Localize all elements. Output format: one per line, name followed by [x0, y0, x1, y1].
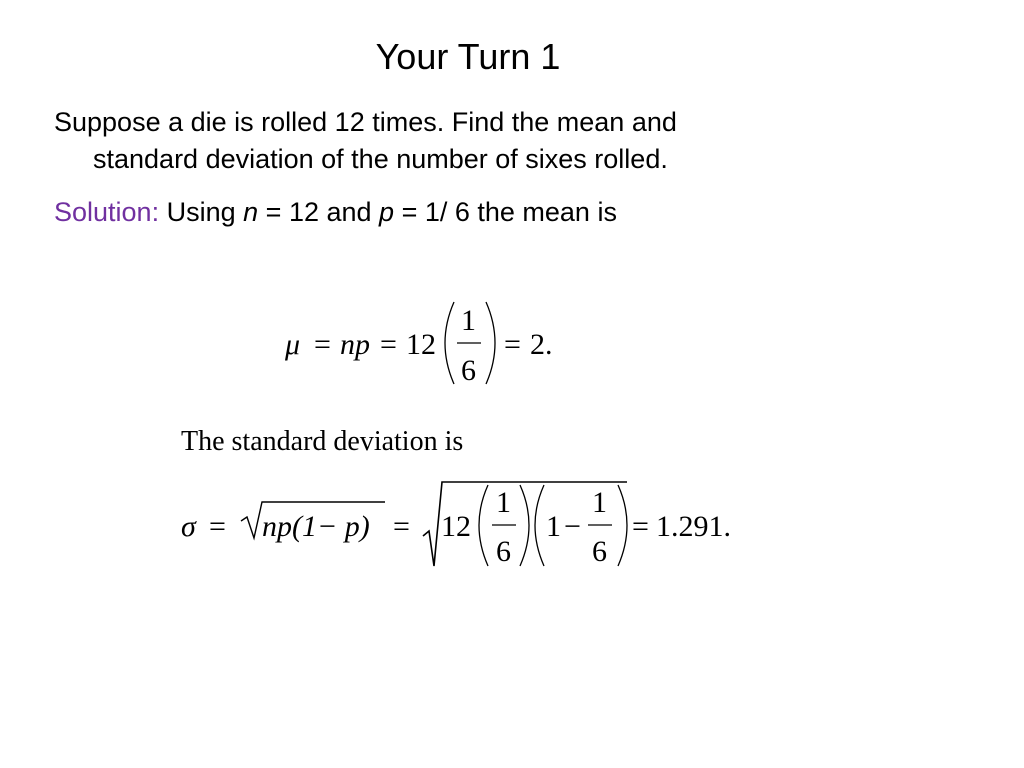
sd-one: 1 [546, 510, 561, 543]
eq-n: = 12 and [258, 197, 380, 227]
sd-den-2: 6 [592, 535, 607, 568]
sd-paren-1-right [520, 485, 529, 566]
mean-np: np [340, 328, 370, 361]
mean-numerator: 1 [461, 304, 476, 337]
var-n: n [243, 197, 259, 227]
eq-p: = 1/ 6 the mean is [394, 197, 617, 227]
slide-title: Your Turn 1 [375, 36, 561, 77]
sd-eq-3: = [632, 510, 649, 543]
sd-paren-2-left [535, 485, 544, 566]
sd-radicand: np(1− p) [262, 510, 370, 543]
sd-eq-2: = [393, 510, 410, 543]
sd-eq-1: = [209, 510, 226, 543]
sigma-symbol: σ [181, 510, 196, 543]
solution-using: Using [166, 197, 236, 227]
sd-minus: − [564, 510, 581, 543]
mean-twelve: 12 [406, 328, 436, 361]
sd-num-1: 1 [496, 486, 511, 519]
sd-num-2: 1 [592, 486, 607, 519]
var-p: p [379, 197, 395, 227]
mean-denominator: 6 [461, 354, 476, 387]
sd-den-1: 6 [496, 535, 511, 568]
mean-eq-1: = [314, 328, 331, 361]
sd-text: The standard deviation is [181, 426, 464, 457]
problem-line-1: Suppose a die is rolled 12 times. Find the mean and [54, 107, 677, 137]
sd-result: 1.291. [656, 510, 731, 543]
sd-paren-2-right [618, 485, 627, 566]
mu-symbol: μ [285, 328, 301, 361]
mean-eq-2: = [380, 328, 397, 361]
solution-label: Solution: [54, 197, 160, 227]
mean-eq-3: = [504, 328, 521, 361]
sd-paren-1-left [479, 485, 488, 566]
mean-result: 2. [530, 328, 553, 361]
sd-twelve: 12 [441, 510, 471, 543]
problem-line-2: standard deviation of the number of sixes rolled. [93, 144, 668, 174]
